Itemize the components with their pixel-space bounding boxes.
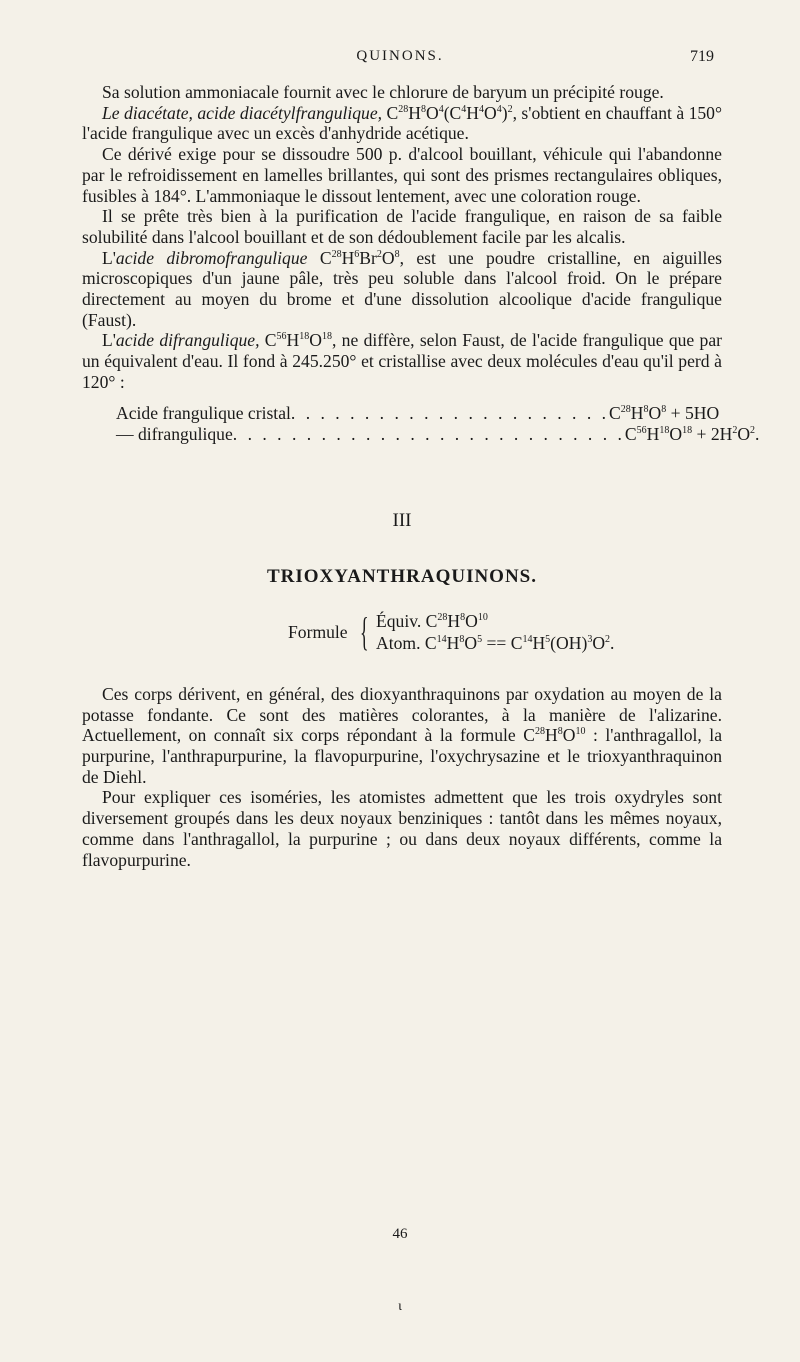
paragraph-4: Il se prête très bien à la purification de l'acide frangulique, en raison de sa faible solubilité dans l'alcool bouillant et de son dédoublement facile par les alcalis. xyxy=(82,206,722,247)
formula-text: H xyxy=(447,610,461,631)
equation-table xyxy=(116,402,760,445)
subscript: 18 xyxy=(659,424,670,436)
subscript: 28 xyxy=(620,403,631,415)
paragraph-text: L' xyxy=(102,330,116,351)
formula-text: C xyxy=(624,423,637,444)
page-body xyxy=(82,82,760,870)
paragraph-text: : l'anthragallol, la purpurine, l'anthrapurpurine, la flavopurpurine, l'oxychrysazine et le trioxyanthraquinon de Diehl. xyxy=(82,725,723,787)
subscript: 28 xyxy=(535,726,545,738)
paragraph-text: , ne diffère, selon Faust, de l'acide frangulique que par un équivalent d'eau. Il fond à 245.250° et cristallise avec deux molécules d'eau qu'il perd à 120° : xyxy=(82,330,723,392)
formula-text: H xyxy=(446,632,460,653)
formula-text: H xyxy=(286,330,300,351)
subscript: 6 xyxy=(354,248,360,260)
formula-text: O xyxy=(309,330,322,351)
subscript: 28 xyxy=(398,103,409,115)
formula-text: H xyxy=(646,423,660,444)
subscript: 8 xyxy=(394,248,400,260)
formula-text: O xyxy=(465,610,478,631)
formula-text: O xyxy=(381,247,395,268)
subscript: 56 xyxy=(276,331,287,343)
paragraph-2 xyxy=(82,103,722,144)
formula-text: Br xyxy=(359,247,377,268)
formula-text: H xyxy=(630,402,644,423)
paragraph-8: Pour expliquer ces isoméries, les atomistes admettent que les trois oxydryles sont diversement groupés dans les deux noyaux benziniques : tantôt dans les mêmes noyaux, comme dans l'anthragallol, la purpurine ; ou dans deux noyaux différents, comme la flavopurpurine. xyxy=(82,787,722,870)
subscript: 4 xyxy=(438,103,444,115)
formula-text: + 2H xyxy=(692,423,733,444)
compound-name: acide difrangulique, xyxy=(115,330,260,351)
compound-name: Le diacétate, acide diacétylfrangulique, xyxy=(102,102,383,123)
formula-text: O xyxy=(669,423,683,444)
subscript: 3 xyxy=(587,634,593,646)
subscript: 2 xyxy=(750,424,756,436)
formula-label: Formule xyxy=(288,621,348,642)
subscript: 8 xyxy=(460,612,466,624)
paragraph-5 xyxy=(82,248,722,331)
running-head: QUINONS. xyxy=(356,48,444,64)
subscript: 4 xyxy=(461,103,467,115)
section-number: III xyxy=(392,509,412,531)
formula-line-label: Équiv. xyxy=(376,610,422,631)
paragraph-text: , est une poudre cristalline, en aiguilles microscopiques d'un jaune pâle, très peu soluble dans l'alcool froid. On le prépare directement au moyen du brome et d'une dissolution alcoolique d'acide frangulique (Faust). xyxy=(82,247,722,330)
formula-text: C xyxy=(421,610,438,631)
printer-mark: ɩ xyxy=(398,1299,402,1314)
dot-leader: . . . . . . . . . . . . . . . . . . . . . . xyxy=(290,402,610,423)
formula-text: . xyxy=(610,632,615,653)
formula-text: O xyxy=(425,102,439,123)
paragraph-7 xyxy=(82,684,722,788)
paragraph-text: , s'obtient en chauffant à 150° l'acide frangulique avec un excès d'anhydride acétique. xyxy=(82,102,722,144)
subscript: 8 xyxy=(459,634,465,646)
formula-text: H xyxy=(341,247,355,268)
subscript: 56 xyxy=(636,424,647,436)
paragraph-1: Sa solution ammoniacale fournit avec le chlorure de baryum un précipité rouge. xyxy=(102,82,664,102)
formula-line-label: Atom. xyxy=(376,632,421,653)
equation-row xyxy=(116,423,760,445)
subscript: 14 xyxy=(522,634,533,646)
formula-text: O xyxy=(464,632,478,653)
subscript: 5 xyxy=(477,634,483,646)
formula-text: H xyxy=(408,102,421,123)
formula-text: O xyxy=(484,102,497,123)
formula-text: (C xyxy=(443,102,462,123)
formula-equiv xyxy=(376,610,614,632)
formula-text: ) xyxy=(501,102,508,123)
subscript: 18 xyxy=(299,331,310,343)
paragraph-6 xyxy=(82,330,722,392)
formula-text: == C xyxy=(482,632,523,653)
dot-leader: . . . . . . . . . . . . . . . . . . . . . . . . . . . xyxy=(232,423,625,444)
formula-text: O xyxy=(737,423,751,444)
equation-label: — difrangulique xyxy=(116,423,233,444)
formula-text: C xyxy=(609,402,621,423)
formula-atom xyxy=(376,632,614,654)
brace-icon: { xyxy=(360,608,369,654)
subscript: 18 xyxy=(682,424,693,436)
formula-block xyxy=(288,610,722,656)
subscript: 10 xyxy=(477,612,488,624)
subscript: 14 xyxy=(436,634,447,646)
section-title: TRIOXYANTHRAQUINONS. xyxy=(266,566,538,588)
subscript: 2 xyxy=(605,634,611,646)
formula-lines xyxy=(376,610,614,654)
subscript: 5 xyxy=(545,634,551,646)
subscript: 28 xyxy=(331,248,342,260)
formula-text: H xyxy=(466,102,480,123)
paragraph-text: L' xyxy=(102,247,116,268)
subscript: 2 xyxy=(376,248,382,260)
formula-text: O xyxy=(592,632,606,653)
formula-text: (OH) xyxy=(550,632,588,653)
subscript: 10 xyxy=(575,726,586,738)
formula-text: C xyxy=(523,725,535,746)
formula-text: C xyxy=(386,102,399,123)
subscript: 2 xyxy=(732,424,738,436)
equation-formula xyxy=(625,424,760,445)
subscript: 8 xyxy=(643,403,649,415)
signature-mark: 46 xyxy=(392,1226,408,1242)
equation-formula xyxy=(609,403,719,424)
subscript: 8 xyxy=(420,103,426,115)
equation-label: Acide frangulique cristal xyxy=(116,402,291,423)
subscript: 4 xyxy=(496,103,502,115)
subscript: 2 xyxy=(507,103,513,115)
subscript: 4 xyxy=(479,103,485,115)
paragraph-3: Ce dérivé exige pour se dissoudre 500 p. d'alcool bouillant, véhicule qui l'abandonne par le refroidissement en lamelles brillantes, qui sont des prismes rectangulaires obliques, fusibles à 184°. L'ammoniaque le dissout lentement, avec une coloration rouge. xyxy=(82,144,722,206)
equation-row xyxy=(116,402,720,424)
formula-text: . xyxy=(755,423,760,444)
formula-text: C xyxy=(420,632,437,653)
paragraph-text: Ces corps dérivent, en général, des dioxyanthraquinons par oxydation au moyen de la potasse fondante. Ce sont des matières colorantes, à la manière de l'alizarine. Actuellement, on connaît six corps répondant à la formule xyxy=(82,683,722,746)
subscript: 28 xyxy=(437,612,448,624)
page-header xyxy=(0,48,800,72)
subscript: 8 xyxy=(557,726,563,738)
formula-text: H xyxy=(545,725,558,746)
compound-name: acide dibromofrangulique xyxy=(115,247,308,268)
formula-text: C xyxy=(259,330,277,351)
subscript: 18 xyxy=(321,331,332,343)
formula-text: O xyxy=(562,725,576,746)
page-number: 719 xyxy=(690,48,714,65)
subscript: 8 xyxy=(661,403,667,415)
formula-text: H xyxy=(532,632,546,653)
formula-text: C xyxy=(307,247,332,268)
formula-text: O xyxy=(648,402,662,423)
formula-text: + 5HO xyxy=(666,402,720,423)
